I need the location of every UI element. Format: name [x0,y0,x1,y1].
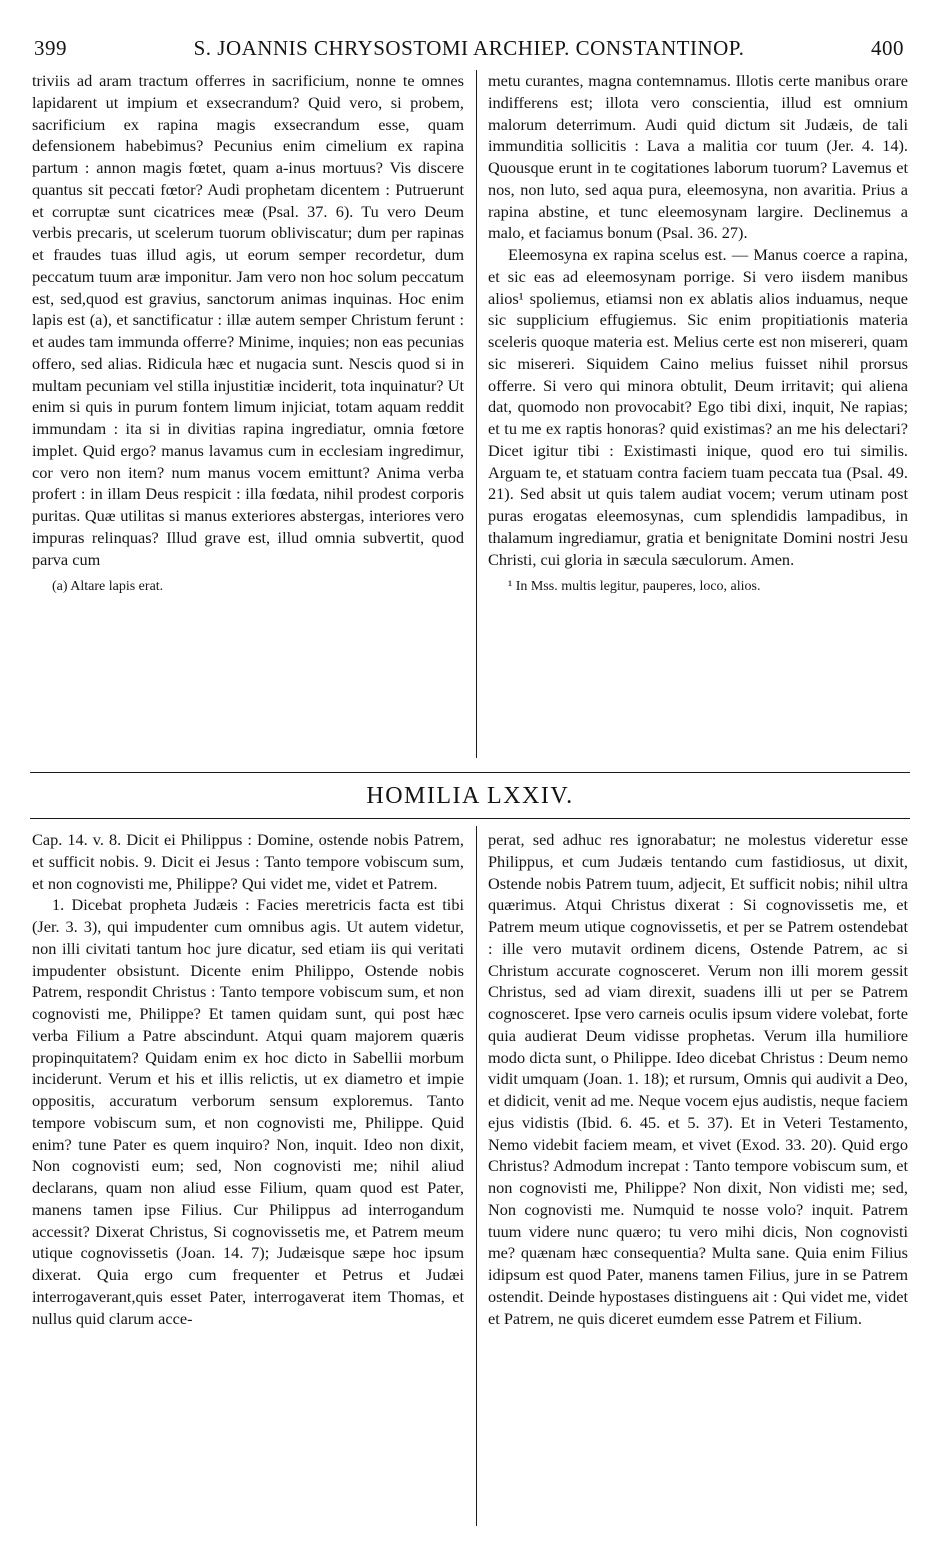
page-number-left: 399 [34,36,67,60]
bottom-right-paragraph: perat, sed adhuc res ignorabatur; ne molestus videretur esse Philippus, et cum Judæis tentando cum fastidiosus, ut dixit, Ostende nobis Patrem tuum, adjecit, Et sufficit nobis; nihil ultra quærimus. Atqui Christus dixerat : Si cognovissetis me, et Patrem meum utique cognovissetis, et per se Patrem ostendebat : ille vero mutavit ordinem dicens, Ostende Patrem, ac si Christum accurate cognosceret. Verum non illi morem gessit Christus, sed ad viam direxit, suadens illi ut per se Patrem cognosceret. Ipse vero carneis oculis ipsum videre volebat, forte quia audierat Deum vidisse prophetas. Verum illa humiliore modo dicta sunt, o Philippe. Ideo dicebat Christus : Deum nemo vidit umquam (Joan. 1. 18); et rursum, Omnis qui audivit a Deo, et didicit, venit ad me. Neque vocem ejus audistis, neque faciem ejus vidistis (Ibid. 6. 45. et 5. 37). Et in Veteri Testamento, Nemo videbit faciem meam, et vivet (Exod. 33. 20). Quid ergo Christus? Admodum increpat : Tanto tempore vobiscum sum, et non cognovisti me, Philippe? Non dixit, Non vidisti me; sed, Non cognovisti me. Numquid te nosse volo? inquit. Patrem tuum videre nunc quæro; tu vero mihi dicis, Non cognovisti me? quænam hæc consequentia? Multa sane. Quia enim Filius idipsum est quod Pater, manens tamen Filius, jure in se Patrem ostendit. Deinde hypostases distinguens ait : Qui videt me, videt et Patrem, ne quis diceret eumdem esse Patrem et Filium. [488,830,908,1328]
top-right-paragraph-2: Eleemosyna ex rapina scelus est. — Manus coerce a rapina, et sic eas ad eleemosynam porrige. Si vero iisdem manibus alios¹ spoliemus, etiamsi non ex ablatis alios induamus, neque sic supplicium effugiemus. Sic enim propitiationis materia sceleris quoque materia est. Melius certe est non misereri, quam sic misereri. Siquidem Caino melius fuisset nihil prorsus offerre. Si vero qui minora obtulit, Deum irritavit; qui aliena dat, quomodo non provocabit? Ego tibi dixi, inquit, Ne rapias; et tu me ex raptis honoras? quid existimas? an me his delectari? Dicet igitur tibi : Existimasti inique, quod ero tui similis. Arguam te, et statuam contra faciem tuam peccata tua (Psal. 49. 21). Sed absit ut quis talem audiat vocem; verum utinam post puras erogatas eleemosynas, cum splendidis lampadibus, in thalamum ingrediamur, gratia et benignitate Domini nostri Jesu Christi, cui gloria in sæcula sæculorum. Amen. [488,245,908,569]
bottom-left-paragraph: 1. Dicebat propheta Judæis : Facies meretricis facta est tibi (Jer. 3. 3), qui impudenter cum omnibus agis. Ut autem videtur, non illi civitati tantum hoc jure dicatur, sed etiam iis qui veritati impudenter obsistunt. Dicente enim Philippo, Ostende nobis Patrem, respondit Christus : Tanto tempore vobiscum sum, et non cognovisti me, Philippe? Et tamen quidam sunt, qui post hæc verba Filium a Patre abscindunt. Atqui quam majorem quæris propinquitatem? Quidam enim ex hoc dicto in Sabellii morbum inciderunt. Verum et his et illis relictis, ut ex diametro et impie oppositis, accuratum verborum sensum exploremus. Tanto tempore vobiscum sum, et non cognovisti me, Philippe. Quid enim? tune Pater es quem inquiro? Non, inquit. Ideo non dixit, Non cognovisti eum; sed, Non cognovisti me; nihil aliud declarans, quam non aliud esse Filium, quam quod est Pater, manens tamen ipse Filius. Cur Philippus ad interrogandum accessit? Dixerat Christus, Si cognovissetis me, et Patrem meum utique cognovissetis (Joan. 14. 7); Judæisque sæpe hoc ipsum dixerat. Quia ergo cum frequenter et Petrus et Judæi interrogaverant,quis esset Pater, interrogaverat item Thomas, et nullus quid clarum acce- [32,895,464,1328]
chapter-verse-heading: Cap. 14. v. 8. Dicit ei Philippus : Domine, ostende nobis Patrem, et sufficit nobis. 9. Dicit ei Jesus : Tanto tempore vobiscum sum, et non cognovisti me, Philippe? Qui videt me, videt et Patrem. [32,830,464,893]
bottom-right-column [488,829,908,1329]
top-right-footnote: ¹ In Mss. multis legitur, pauperes, loco, alios. [508,579,761,595]
top-left-column [32,70,464,596]
running-title: S. JOANNIS CHRYSOSTOMI ARCHIEP. CONSTANTINOP. [193,36,745,60]
column-divider-top [476,70,477,758]
top-right-column [488,70,908,596]
bottom-left-column [32,829,464,1329]
page-number-right: 400 [871,36,904,60]
homily-title: HOMILIA LXXIV. [366,783,574,809]
top-left-footnote: (a) Altare lapis erat. [52,579,164,595]
column-divider-bottom [476,826,477,1526]
top-right-paragraph-1: metu curantes, magna contemnamus. Illotis certe manibus orare indifferens est; illota vero conscientia, illud est omnium malorum deterrimum. Audi quid dictum sit Judæis, de tali immunditia sollicitis : Lava a malitia cor tuum (Jer. 4. 14). Quousque erunt in te cogitationes laborum tuorum? Lavemus et nos, non luto, sed aqua pura, eleemosyna, non avaritia. Prius a rapina abstine, et tunc eleemosynam largire. Declinemus a malo, et faciamus bonum (Psal. 36. 27). [488,71,908,243]
running-head [34,36,904,64]
top-left-text: triviis ad aram tractum offerres in sacrificium, nonne te omnes lapidarent ut impium et exsecrandum? Quid vero, si probem, sacrificium ex rapina magis exsecrandum esse, quam defensionem habebimus? Pecunius enim cimelium ex rapina partum : annon magis fœtet, quam a-inus mortuus? Vis discere quantus sit peccati fœtor? Audi prophetam dicentem : Putruerunt et corruptæ sunt cicatrices meæ (Psal. 37. 6). Tu vero Deum verbis precaris, ut scelerum tuorum obliviscatur; dum per rapinas et fraudes tuas illud agis, ut eorum semper recordetur, dum peccatum tuum aræ imponitur. Jam vero non hoc solum peccatum est, sed,quod est gravius, sanctorum animas inquinas. Hoc enim lapis est (a), et sanctificatur : illæ autem semper Christum ferunt : et audes tam immunda offerre? Minime, inquies; non eas pecunias offero, sed alias. Ridicula hæc et nugacia sunt. Nescis quod si in multam pecuniam vel stilla injustitiæ inciderit, tota inquinatur? Ut enim si quis in purum fontem limum injiciat, totam aquam reddit immundam : ita si in divitias rapina ingrediatur, omnia fœtore implet. Quid ergo? manus lavamus cum in ecclesiam ingredimur, cor vero non item? num manus vocem emittunt? Anima verba profert : in illam Deus respicit : illa fœdata, nihil prodest corporis puritas. Quæ utilitas si manus exteriores abstergas, interiores vero impuras relinquas? Illud grave est, illud omnia subvertit, quod parva cum [32,71,464,569]
title-rule [30,818,910,819]
section-rule [30,772,910,773]
